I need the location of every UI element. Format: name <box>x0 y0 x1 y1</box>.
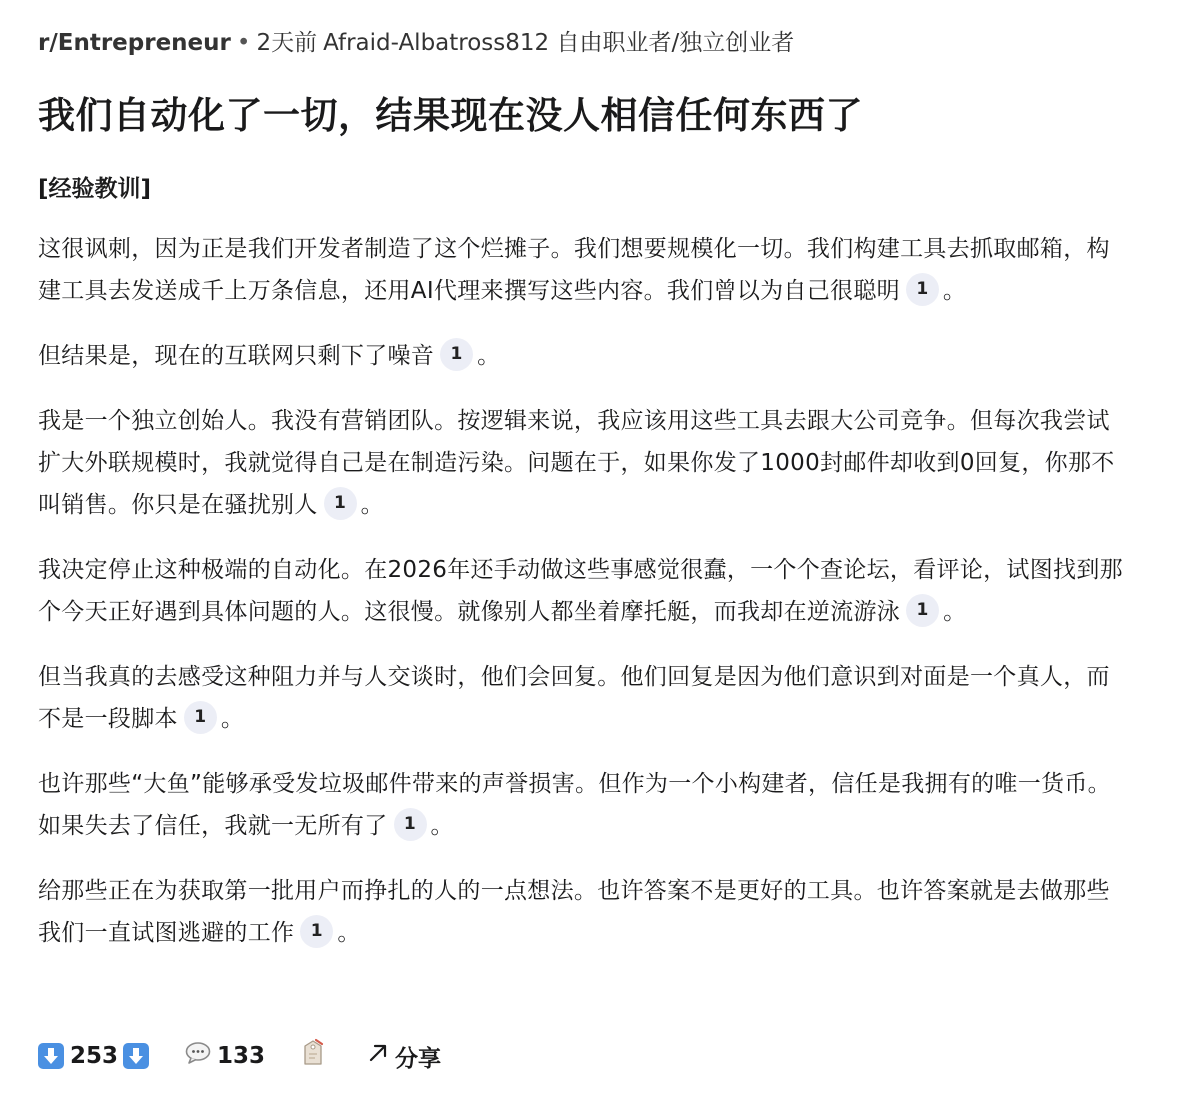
award-button[interactable] <box>299 1038 327 1074</box>
paragraph-end: 。 <box>477 343 501 369</box>
paragraph-text: 我决定停止这种极端的自动化。在2026年还手动做这些事感觉很蠢，一个个查论坛，看评论，试图找到那个今天正好遇到具体问题的人。这很慢。就像别人都坐着摩托艇，而我却在逆流游泳 <box>38 557 1123 625</box>
paragraph-end: 。 <box>943 599 967 625</box>
author-flair: 自由职业者/独立创业者 <box>556 30 795 56</box>
post-time: 2天前 <box>256 30 318 56</box>
post-paragraph <box>38 656 1128 740</box>
vote-group <box>38 1043 149 1069</box>
subreddit-link[interactable]: r/Entrepreneur <box>38 30 231 56</box>
post-actions <box>38 1038 441 1074</box>
post-paragraph <box>38 549 1128 633</box>
citation-badge[interactable]: 1 <box>394 808 427 841</box>
arrow-up-right-icon <box>367 1042 389 1070</box>
post-paragraph <box>38 870 1128 954</box>
paragraph-end: 。 <box>942 278 967 304</box>
tag-icon <box>299 1038 327 1074</box>
citation-badge[interactable]: 1 <box>324 487 357 520</box>
comment-count: 133 <box>217 1043 266 1069</box>
vote-score: 253 <box>70 1043 119 1069</box>
post-paragraph <box>38 400 1128 526</box>
upvote-icon[interactable] <box>38 1043 64 1069</box>
speech-bubble-icon <box>185 1041 211 1071</box>
paragraph-end: 。 <box>430 813 454 839</box>
paragraph-text: 也许那些“大鱼”能够承受发垃圾邮件带来的声誉损害。但作为一个小构建者，信任是我拥有的唯一货币。如果失去了信任，我就一无所有了 <box>38 771 1111 839</box>
paragraph-end: 。 <box>337 920 361 946</box>
post-paragraph <box>38 228 1128 312</box>
meta-separator: • <box>236 30 251 56</box>
downvote-icon[interactable] <box>123 1043 149 1069</box>
comments-button[interactable] <box>185 1041 265 1071</box>
citation-badge[interactable]: 1 <box>906 594 939 627</box>
author-link[interactable]: Afraid-Albatross812 <box>323 30 550 56</box>
paragraph-text: 这很讽刺，因为正是我们开发者制造了这个烂摊子。我们想要规模化一切。我们构建工具去抓取邮箱，构建工具去发送成千上万条信息，还用AI代理来撰写这些内容。我们曾以为自己很聪明 <box>38 236 1110 304</box>
paragraph-text: 但结果是，现在的互联网只剩下了噪音 <box>38 343 435 369</box>
paragraph-text: 但当我真的去感受这种阻力并与人交谈时，他们会回复。他们回复是因为他们意识到对面是一个真人，而不是一段脚本 <box>38 664 1110 732</box>
paragraph-end: 。 <box>220 706 245 732</box>
post-paragraph <box>38 335 1128 377</box>
paragraph-text: 给那些正在为获取第一批用户而挣扎的人的一点想法。也许答案不是更好的工具。也许答案就是去做那些我们一直试图逃避的工作 <box>38 878 1110 946</box>
post-meta <box>38 26 1160 60</box>
citation-badge[interactable]: 1 <box>300 915 333 948</box>
citation-badge[interactable]: 1 <box>440 338 473 371</box>
share-button[interactable] <box>367 1040 441 1073</box>
share-label: 分享 <box>395 1045 442 1072</box>
post-body <box>38 228 1160 954</box>
paragraph-text: 我是一个独立创始人。我没有营销团队。按逻辑来说，我应该用这些工具去跟大公司竞争。但每次我尝试扩大外联规模时，我就觉得自己是在制造污染。问题在于，如果你发了1000封邮件却收到0回复，你那不叫销售。你只是在骚扰别人 <box>38 408 1115 518</box>
post-title[interactable]: 我们自动化了一切，结果现在没人相信任何东西了 <box>38 94 863 137</box>
citation-badge[interactable]: 1 <box>906 273 939 306</box>
post-tag: [经验教训] <box>38 176 152 202</box>
citation-badge[interactable]: 1 <box>184 701 217 734</box>
post-paragraph <box>38 763 1128 847</box>
paragraph-end: 。 <box>360 492 384 518</box>
